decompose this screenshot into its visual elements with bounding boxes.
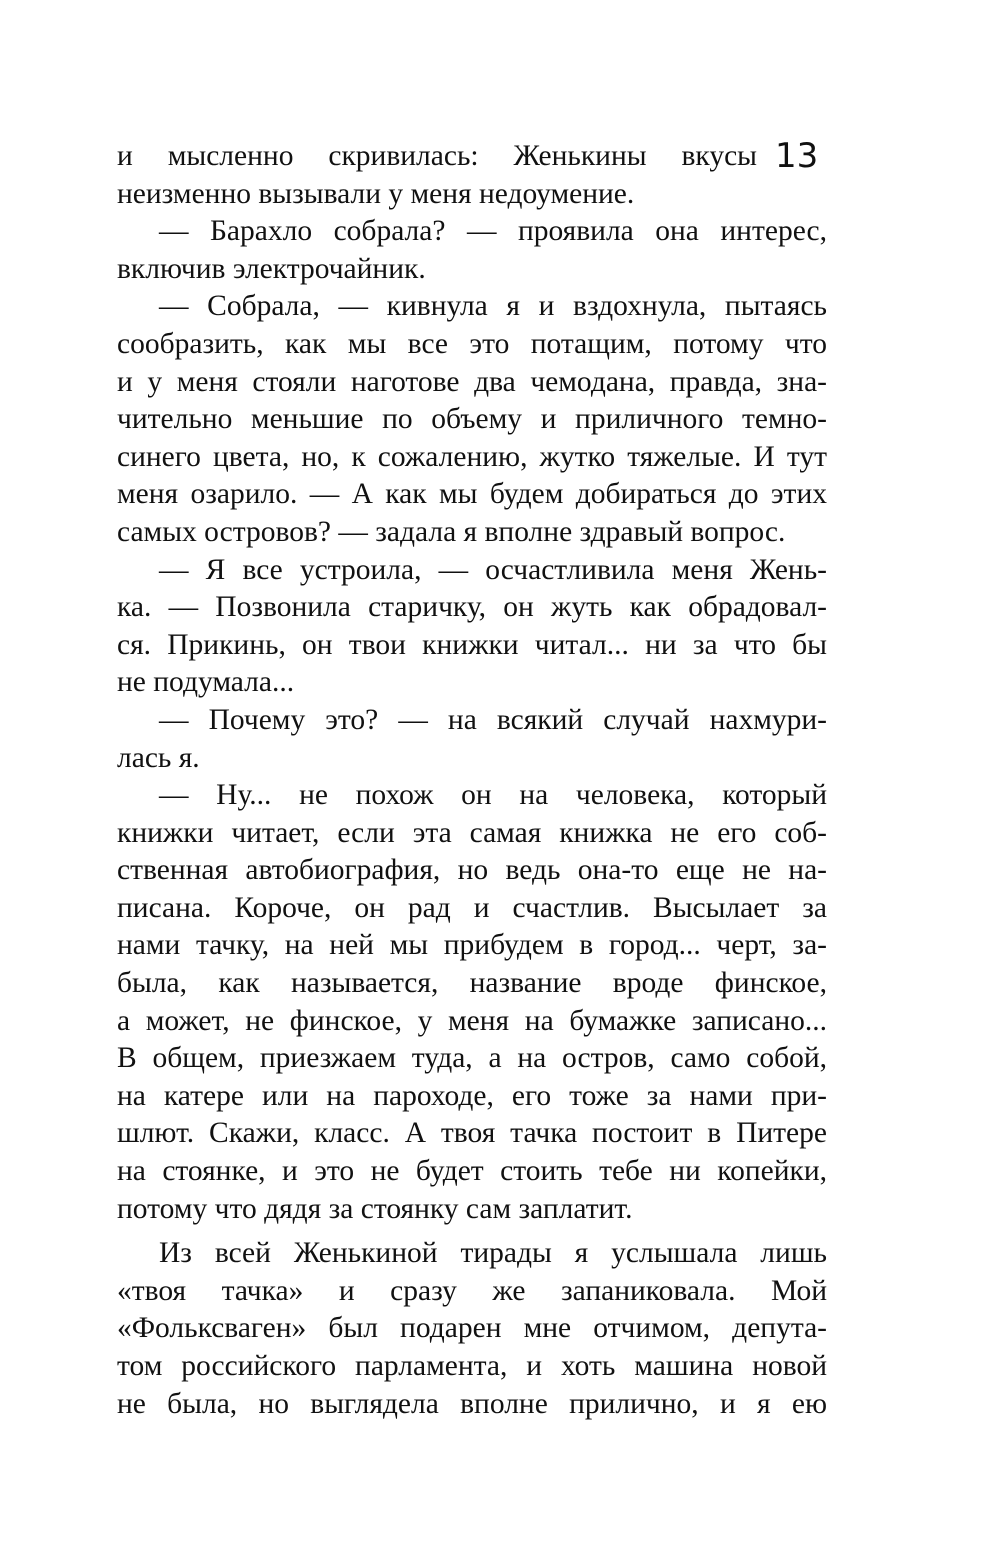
text-line: чительно меньшие по объему и приличного темно-	[117, 403, 827, 436]
page-number: 13	[775, 136, 819, 176]
text-line: — Почему это? — на всякий случай нахмури-	[159, 703, 827, 736]
text-line: — Барахло собрала? — проявила она интерес,	[159, 215, 827, 248]
text-line: не была, но выглядела вполне прилично, и я ею	[117, 1387, 827, 1420]
text-line: книжки читает, если эта самая книжка не его соб-	[117, 816, 827, 849]
text-line: самых островов? — задала я вполне здравый вопрос.	[117, 515, 786, 548]
text-line: Из всей Женькиной тирады я услышала лишь	[159, 1237, 827, 1270]
text-line: и у меня стояли наготове два чемодана, правда, зна-	[117, 365, 827, 398]
text-line: включив электрочайник.	[117, 252, 426, 285]
text-line: — Я все устроила, — осчастливила меня Жень-	[159, 553, 827, 586]
text-line: — Собрала, — кивнула я и вздохнула, пытаясь	[159, 290, 827, 323]
text-line: а может, не финское, у меня на бумажке записано...	[117, 1004, 827, 1037]
text-line: шлют. Скажи, класс. А твоя тачка постоит в Питере	[117, 1117, 827, 1150]
text-line: ственная автобиография, но ведь она-то еще не на-	[117, 854, 827, 887]
text-line: «Фольксваген» был подарен мне отчимом, депута-	[117, 1312, 827, 1345]
text-line: В общем, приезжаем туда, а на остров, само собой,	[117, 1042, 827, 1075]
page-text	[117, 138, 827, 1423]
text-line: не подумала...	[117, 666, 295, 699]
text-line: на катере или на пароходе, его тоже за нами при-	[117, 1079, 827, 1112]
text-line: и мысленно скривилась: Женькины вкусы	[117, 140, 757, 172]
text-line: ка. — Позвонила старичку, он жуть как обрадовал-	[117, 591, 827, 624]
text-line: — Ну... не похож он на человека, который	[159, 779, 827, 812]
text-line: меня озарило. — А как мы будем добираться до этих	[117, 478, 827, 511]
text-line: ся. Прикинь, он твои книжки читал... ни за что бы	[117, 628, 827, 661]
text-line: была, как называется, название вроде финское,	[117, 967, 827, 1000]
text-line: писана. Короче, он рад и счастлив. Высылает за	[117, 891, 827, 924]
text-line: на стоянке, и это не будет стоить тебе ни копейки,	[117, 1155, 827, 1188]
text-line: неизменно вызывали у меня недоумение.	[117, 177, 635, 210]
text-line: «твоя тачка» и сразу же запаниковала. Мой	[117, 1274, 827, 1307]
text-line: нами тачку, на ней мы прибудем в город... черт, за-	[117, 929, 827, 962]
text-line: потому что дядя за стоянку сам заплатит.	[117, 1192, 633, 1225]
text-line: том российского парламента, и хоть машина новой	[117, 1350, 827, 1382]
text-line: сообразить, как мы все это потащим, потому что	[117, 327, 827, 360]
paragraph-gap	[117, 1228, 827, 1235]
text-line: лась я.	[117, 741, 200, 774]
text-line: синего цвета, но, к сожалению, жутко тяжелые. И тут	[117, 440, 827, 473]
